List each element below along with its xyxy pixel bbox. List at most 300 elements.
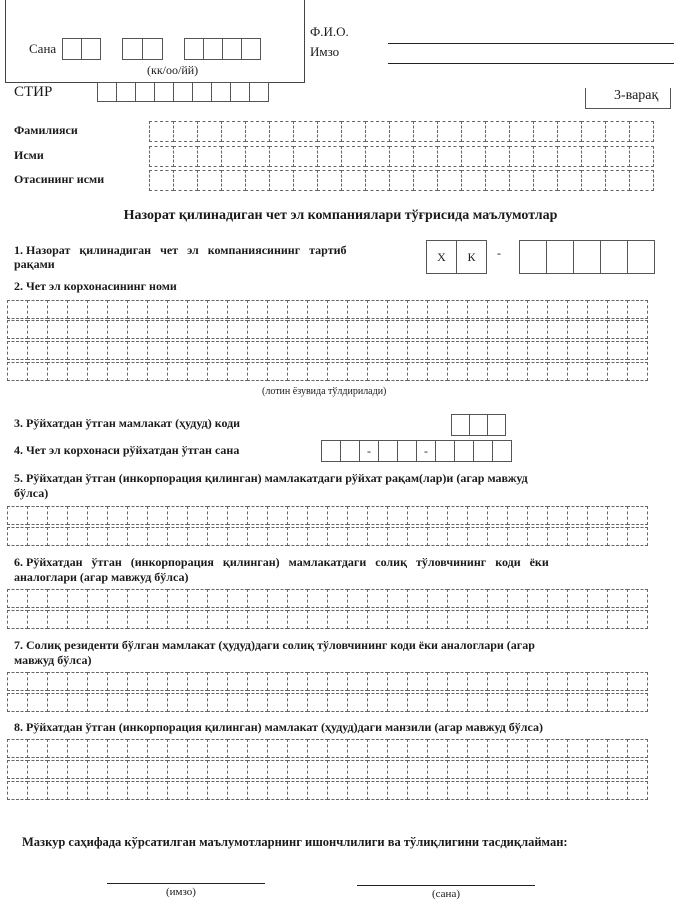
input-cell[interactable]	[207, 320, 228, 339]
input-cell[interactable]	[347, 693, 368, 712]
input-cell[interactable]	[467, 739, 488, 758]
input-cell[interactable]	[187, 341, 208, 360]
input-cell[interactable]	[307, 693, 328, 712]
q5-cells-row1[interactable]	[7, 506, 648, 525]
input-cell[interactable]	[7, 760, 28, 779]
q2-name-cells-row3[interactable]	[7, 341, 648, 360]
input-cell[interactable]	[427, 527, 448, 546]
input-cell[interactable]	[247, 320, 268, 339]
input-cell[interactable]	[87, 320, 108, 339]
input-cell[interactable]	[221, 170, 246, 191]
input-cell[interactable]	[307, 781, 328, 800]
input-cell[interactable]	[267, 760, 288, 779]
input-cell[interactable]	[427, 589, 448, 608]
input-cell[interactable]	[607, 527, 628, 546]
input-cell[interactable]	[487, 760, 508, 779]
input-cell[interactable]	[487, 589, 508, 608]
input-cell[interactable]	[447, 760, 468, 779]
input-cell[interactable]	[227, 610, 248, 629]
date-year-cells[interactable]	[184, 38, 261, 60]
input-cell[interactable]	[327, 362, 348, 381]
input-cell[interactable]	[293, 146, 318, 167]
q2-name-cells-row1[interactable]	[7, 300, 648, 319]
input-cell[interactable]	[27, 506, 48, 525]
input-cell[interactable]	[627, 320, 648, 339]
input-cell[interactable]	[387, 589, 408, 608]
input-cell[interactable]	[107, 506, 128, 525]
input-cell[interactable]	[587, 589, 608, 608]
input-cell[interactable]	[557, 146, 582, 167]
input-cell[interactable]	[437, 146, 462, 167]
input-cell[interactable]	[87, 527, 108, 546]
input-cell[interactable]	[287, 739, 308, 758]
input-cell[interactable]	[447, 610, 468, 629]
input-cell[interactable]	[447, 527, 468, 546]
input-cell[interactable]	[387, 610, 408, 629]
q6-cells-row2[interactable]	[7, 610, 648, 629]
input-cell[interactable]	[7, 693, 28, 712]
input-cell[interactable]	[567, 506, 588, 525]
input-cell[interactable]	[149, 146, 174, 167]
input-cell[interactable]	[327, 672, 348, 691]
input-cell[interactable]	[87, 672, 108, 691]
input-cell[interactable]	[347, 300, 368, 319]
input-cell[interactable]	[267, 610, 288, 629]
input-cell[interactable]	[317, 121, 342, 142]
input-cell[interactable]	[627, 341, 648, 360]
input-cell[interactable]	[507, 693, 528, 712]
input-cell[interactable]	[427, 341, 448, 360]
input-cell[interactable]	[287, 610, 308, 629]
input-cell[interactable]	[547, 760, 568, 779]
input-cell[interactable]	[367, 341, 388, 360]
input-cell[interactable]	[47, 320, 68, 339]
input-cell[interactable]	[287, 506, 308, 525]
input-cell[interactable]	[87, 760, 108, 779]
input-cell[interactable]	[327, 527, 348, 546]
input-cell[interactable]	[347, 610, 368, 629]
input-cell[interactable]	[387, 506, 408, 525]
input-cell[interactable]	[7, 672, 28, 691]
input-cell[interactable]	[427, 320, 448, 339]
input-cell[interactable]	[187, 672, 208, 691]
input-cell[interactable]	[367, 610, 388, 629]
input-cell[interactable]	[389, 121, 414, 142]
input-cell[interactable]	[247, 781, 268, 800]
input-cell[interactable]	[587, 760, 608, 779]
input-cell[interactable]	[407, 610, 428, 629]
input-cell[interactable]	[167, 527, 188, 546]
input-cell[interactable]	[67, 589, 88, 608]
input-cell[interactable]	[167, 760, 188, 779]
input-cell[interactable]	[347, 739, 368, 758]
input-cell[interactable]	[7, 739, 28, 758]
input-cell[interactable]	[407, 362, 428, 381]
input-cell[interactable]	[507, 672, 528, 691]
input-cell[interactable]	[527, 341, 548, 360]
input-cell[interactable]	[581, 170, 606, 191]
input-cell[interactable]	[467, 527, 488, 546]
date-line-footer[interactable]	[357, 885, 535, 886]
input-cell[interactable]	[207, 781, 228, 800]
input-cell[interactable]	[467, 589, 488, 608]
input-cell[interactable]	[167, 300, 188, 319]
input-cell[interactable]	[627, 739, 648, 758]
input-cell[interactable]	[87, 610, 108, 629]
input-cell[interactable]	[341, 121, 366, 142]
input-cell[interactable]	[487, 341, 508, 360]
input-cell[interactable]	[387, 527, 408, 546]
input-cell[interactable]	[607, 589, 628, 608]
input-cell[interactable]	[485, 170, 510, 191]
input-cell[interactable]	[567, 693, 588, 712]
input-cell[interactable]	[247, 693, 268, 712]
input-cell[interactable]	[227, 320, 248, 339]
input-cell[interactable]	[587, 506, 608, 525]
input-cell[interactable]	[627, 362, 648, 381]
input-cell[interactable]	[247, 739, 268, 758]
signature-line-footer[interactable]	[107, 883, 265, 884]
input-cell[interactable]	[347, 341, 368, 360]
input-cell[interactable]	[533, 146, 558, 167]
input-cell[interactable]	[547, 781, 568, 800]
input-cell[interactable]	[167, 693, 188, 712]
input-cell[interactable]	[427, 693, 448, 712]
input-cell[interactable]	[245, 170, 270, 191]
input-cell[interactable]	[127, 589, 148, 608]
input-cell[interactable]	[127, 506, 148, 525]
input-cell[interactable]	[227, 341, 248, 360]
input-cell[interactable]	[447, 589, 468, 608]
input-cell[interactable]	[245, 146, 270, 167]
input-cell[interactable]	[347, 362, 368, 381]
input-cell[interactable]	[307, 527, 328, 546]
input-cell[interactable]	[629, 121, 654, 142]
input-cell[interactable]	[587, 320, 608, 339]
input-cell[interactable]	[127, 693, 148, 712]
input-cell[interactable]	[567, 527, 588, 546]
input-cell[interactable]	[447, 300, 468, 319]
input-cell[interactable]	[67, 781, 88, 800]
input-cell[interactable]	[607, 693, 628, 712]
input-cell[interactable]	[507, 760, 528, 779]
input-cell[interactable]	[567, 610, 588, 629]
input-cell[interactable]	[467, 300, 488, 319]
input-cell[interactable]	[167, 672, 188, 691]
input-cell[interactable]	[365, 121, 390, 142]
input-cell[interactable]	[27, 781, 48, 800]
input-cell[interactable]	[187, 760, 208, 779]
input-cell[interactable]	[587, 610, 608, 629]
input-cell[interactable]	[307, 589, 328, 608]
input-cell[interactable]	[509, 121, 534, 142]
input-cell[interactable]	[607, 300, 628, 319]
input-cell[interactable]	[287, 341, 308, 360]
input-cell[interactable]	[487, 693, 508, 712]
input-cell[interactable]	[47, 610, 68, 629]
input-cell[interactable]	[507, 781, 528, 800]
input-cell[interactable]	[147, 760, 168, 779]
input-cell[interactable]	[427, 506, 448, 525]
fio-line[interactable]	[388, 43, 674, 44]
input-cell[interactable]	[287, 527, 308, 546]
input-cell[interactable]	[327, 589, 348, 608]
input-cell[interactable]	[427, 300, 448, 319]
input-cell[interactable]	[197, 146, 222, 167]
input-cell[interactable]	[227, 781, 248, 800]
input-cell[interactable]	[461, 121, 486, 142]
input-cell[interactable]	[67, 300, 88, 319]
input-cell[interactable]	[487, 506, 508, 525]
name-cells[interactable]	[149, 146, 654, 167]
input-cell[interactable]	[293, 170, 318, 191]
input-cell[interactable]	[413, 170, 438, 191]
input-cell[interactable]	[127, 610, 148, 629]
input-cell[interactable]	[167, 739, 188, 758]
input-cell[interactable]	[107, 341, 128, 360]
input-cell[interactable]	[607, 760, 628, 779]
input-cell[interactable]	[527, 300, 548, 319]
input-cell[interactable]	[207, 739, 228, 758]
input-cell[interactable]	[107, 362, 128, 381]
input-cell[interactable]	[67, 341, 88, 360]
input-cell[interactable]	[107, 589, 128, 608]
input-cell[interactable]	[287, 362, 308, 381]
input-cell[interactable]	[167, 362, 188, 381]
input-cell[interactable]	[387, 672, 408, 691]
input-cell[interactable]	[287, 760, 308, 779]
input-cell[interactable]	[107, 672, 128, 691]
input-cell[interactable]	[467, 341, 488, 360]
input-cell[interactable]	[247, 300, 268, 319]
input-cell[interactable]	[7, 506, 28, 525]
input-cell[interactable]	[447, 506, 468, 525]
input-cell[interactable]	[367, 672, 388, 691]
input-cell[interactable]	[447, 320, 468, 339]
input-cell[interactable]	[67, 693, 88, 712]
input-cell[interactable]	[627, 506, 648, 525]
input-cell[interactable]	[267, 320, 288, 339]
input-cell[interactable]	[367, 527, 388, 546]
input-cell[interactable]	[567, 341, 588, 360]
input-cell[interactable]	[127, 672, 148, 691]
input-cell[interactable]	[27, 693, 48, 712]
q4-date-cells[interactable]	[321, 440, 512, 462]
input-cell[interactable]	[307, 760, 328, 779]
q3-country-code-cells[interactable]	[451, 414, 506, 436]
input-cell[interactable]	[287, 320, 308, 339]
stir-cells[interactable]	[97, 82, 269, 102]
input-cell[interactable]	[389, 170, 414, 191]
input-cell[interactable]	[87, 341, 108, 360]
input-cell[interactable]	[247, 527, 268, 546]
input-cell[interactable]	[427, 362, 448, 381]
input-cell[interactable]	[627, 589, 648, 608]
input-cell[interactable]	[173, 121, 198, 142]
input-cell[interactable]	[207, 506, 228, 525]
input-cell[interactable]	[149, 121, 174, 142]
input-cell[interactable]	[487, 320, 508, 339]
signature-line[interactable]	[388, 63, 674, 64]
input-cell[interactable]	[527, 739, 548, 758]
input-cell[interactable]	[307, 320, 328, 339]
input-cell[interactable]	[485, 121, 510, 142]
input-cell[interactable]	[307, 610, 328, 629]
q7-cells-row2[interactable]	[7, 693, 648, 712]
input-cell[interactable]	[47, 362, 68, 381]
input-cell[interactable]	[149, 170, 174, 191]
input-cell[interactable]	[427, 610, 448, 629]
input-cell[interactable]	[487, 527, 508, 546]
input-cell[interactable]	[467, 362, 488, 381]
input-cell[interactable]	[197, 170, 222, 191]
input-cell[interactable]	[527, 320, 548, 339]
input-cell[interactable]	[307, 506, 328, 525]
input-cell[interactable]	[327, 506, 348, 525]
input-cell[interactable]	[327, 341, 348, 360]
input-cell[interactable]	[7, 527, 28, 546]
q7-cells-row1[interactable]	[7, 672, 648, 691]
input-cell[interactable]	[467, 506, 488, 525]
input-cell[interactable]	[387, 320, 408, 339]
input-cell[interactable]	[127, 341, 148, 360]
input-cell[interactable]	[173, 146, 198, 167]
input-cell[interactable]	[587, 527, 608, 546]
input-cell[interactable]	[227, 693, 248, 712]
input-cell[interactable]	[527, 527, 548, 546]
input-cell[interactable]	[67, 739, 88, 758]
input-cell[interactable]	[533, 170, 558, 191]
input-cell[interactable]	[487, 672, 508, 691]
input-cell[interactable]	[107, 320, 128, 339]
input-cell[interactable]	[287, 693, 308, 712]
input-cell[interactable]	[427, 672, 448, 691]
input-cell[interactable]	[367, 362, 388, 381]
input-cell[interactable]	[347, 781, 368, 800]
input-cell[interactable]	[207, 672, 228, 691]
input-cell[interactable]	[507, 300, 528, 319]
input-cell[interactable]	[287, 672, 308, 691]
input-cell[interactable]	[327, 300, 348, 319]
q6-cells-row1[interactable]	[7, 589, 648, 608]
input-cell[interactable]	[347, 506, 368, 525]
input-cell[interactable]	[7, 610, 28, 629]
input-cell[interactable]	[485, 146, 510, 167]
input-cell[interactable]	[327, 693, 348, 712]
input-cell[interactable]	[387, 739, 408, 758]
input-cell[interactable]	[547, 341, 568, 360]
input-cell[interactable]	[67, 506, 88, 525]
input-cell[interactable]	[267, 672, 288, 691]
input-cell[interactable]	[227, 527, 248, 546]
input-cell[interactable]	[507, 527, 528, 546]
input-cell[interactable]	[247, 760, 268, 779]
input-cell[interactable]	[147, 739, 168, 758]
input-cell[interactable]	[187, 693, 208, 712]
input-cell[interactable]	[307, 739, 328, 758]
input-cell[interactable]	[47, 693, 68, 712]
input-cell[interactable]	[447, 781, 468, 800]
input-cell[interactable]	[607, 362, 628, 381]
input-cell[interactable]	[167, 610, 188, 629]
input-cell[interactable]	[47, 341, 68, 360]
input-cell[interactable]	[47, 506, 68, 525]
input-cell[interactable]	[147, 589, 168, 608]
input-cell[interactable]	[267, 589, 288, 608]
input-cell[interactable]	[437, 121, 462, 142]
input-cell[interactable]	[387, 693, 408, 712]
input-cell[interactable]	[487, 610, 508, 629]
input-cell[interactable]	[347, 527, 368, 546]
q2-name-cells-row2[interactable]	[7, 320, 648, 339]
input-cell[interactable]	[107, 739, 128, 758]
input-cell[interactable]	[605, 146, 630, 167]
input-cell[interactable]	[407, 300, 428, 319]
input-cell[interactable]	[447, 341, 468, 360]
input-cell[interactable]	[587, 693, 608, 712]
input-cell[interactable]	[147, 527, 168, 546]
input-cell[interactable]	[187, 527, 208, 546]
input-cell[interactable]	[547, 739, 568, 758]
input-cell[interactable]	[413, 146, 438, 167]
input-cell[interactable]	[347, 589, 368, 608]
input-cell[interactable]	[567, 320, 588, 339]
input-cell[interactable]	[605, 170, 630, 191]
input-cell[interactable]	[207, 362, 228, 381]
input-cell[interactable]	[107, 610, 128, 629]
input-cell[interactable]	[547, 610, 568, 629]
input-cell[interactable]	[47, 781, 68, 800]
input-cell[interactable]	[587, 672, 608, 691]
input-cell[interactable]	[341, 170, 366, 191]
input-cell[interactable]	[207, 527, 228, 546]
input-cell[interactable]	[267, 781, 288, 800]
input-cell[interactable]	[407, 781, 428, 800]
input-cell[interactable]	[527, 589, 548, 608]
input-cell[interactable]	[427, 739, 448, 758]
input-cell[interactable]	[307, 341, 328, 360]
input-cell[interactable]	[407, 506, 428, 525]
input-cell[interactable]	[341, 146, 366, 167]
input-cell[interactable]	[147, 300, 168, 319]
input-cell[interactable]	[567, 362, 588, 381]
input-cell[interactable]	[367, 739, 388, 758]
input-cell[interactable]	[367, 781, 388, 800]
input-cell[interactable]	[367, 589, 388, 608]
input-cell[interactable]	[367, 506, 388, 525]
input-cell[interactable]	[447, 362, 468, 381]
input-cell[interactable]	[527, 693, 548, 712]
input-cell[interactable]	[147, 693, 168, 712]
input-cell[interactable]	[269, 170, 294, 191]
input-cell[interactable]	[581, 121, 606, 142]
input-cell[interactable]	[307, 362, 328, 381]
input-cell[interactable]	[67, 672, 88, 691]
input-cell[interactable]	[47, 300, 68, 319]
input-cell[interactable]	[407, 672, 428, 691]
input-cell[interactable]	[107, 300, 128, 319]
input-cell[interactable]	[461, 146, 486, 167]
input-cell[interactable]	[269, 121, 294, 142]
input-cell[interactable]	[607, 506, 628, 525]
input-cell[interactable]	[557, 121, 582, 142]
input-cell[interactable]	[347, 760, 368, 779]
input-cell[interactable]	[547, 506, 568, 525]
input-cell[interactable]	[587, 300, 608, 319]
input-cell[interactable]	[207, 300, 228, 319]
input-cell[interactable]	[267, 341, 288, 360]
input-cell[interactable]	[367, 300, 388, 319]
